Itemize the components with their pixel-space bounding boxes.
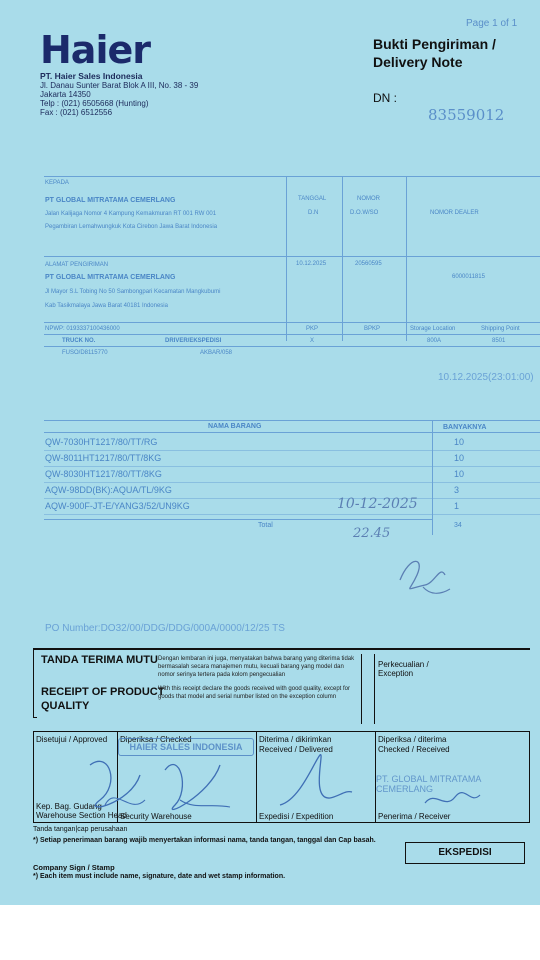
item-qty: 3 bbox=[454, 485, 460, 495]
driver-label: DRIVER/EKSPEDISI bbox=[165, 338, 222, 344]
company-stamp: HAIER SALES INDONESIA bbox=[118, 738, 254, 756]
receiver-signature bbox=[420, 785, 500, 815]
item-qty: 10 bbox=[454, 469, 465, 479]
print-timestamp: 10.12.2025(23:01:00) bbox=[438, 372, 534, 383]
shipping-value: 8501 bbox=[492, 338, 506, 344]
handwritten-time: 22.45 bbox=[353, 526, 391, 541]
footer-note-1: *) Setiap penerimaan barang wajib menyertakan informasi nama, tanda tangan, tanggal dan Cap basah. bbox=[33, 837, 376, 844]
pkp-value: X bbox=[310, 338, 315, 344]
receipt-heading-en-1: RECEIPT OF PRODUCT bbox=[41, 686, 165, 698]
approved-sub-1: Kep. Bag. Gudang bbox=[36, 802, 102, 811]
approved-sub-2: Warehouse Section Head bbox=[36, 811, 127, 820]
nomor-sub: D.O.W/SO bbox=[350, 210, 379, 216]
storage-value: 800A bbox=[427, 338, 442, 344]
item-name: AQW-900F-JT-E/YANG3/52/UN9KG bbox=[45, 501, 190, 511]
checked-received-label: Diperiksa / diterima bbox=[378, 735, 447, 744]
total-qty: 34 bbox=[454, 522, 462, 529]
item-row-divider bbox=[44, 466, 540, 467]
item-name: QW-8030HT1217/80/TT/8KG bbox=[45, 469, 162, 479]
company-name: PT. Haier Sales Indonesia bbox=[40, 71, 143, 81]
item-row-divider bbox=[44, 450, 540, 451]
checked-sub: Security Warehouse bbox=[120, 812, 192, 821]
expedition-signature bbox=[270, 750, 360, 815]
storage-label: Storage Location bbox=[410, 326, 456, 332]
nomor-label: NOMOR bbox=[357, 196, 380, 202]
receiver-stamp: PT. GLOBAL MITRATAMA CEMERLANG bbox=[376, 774, 481, 794]
recipient-name: PT GLOBAL MITRATAMA CEMERLANG bbox=[45, 197, 176, 204]
approved-label: Disetujui / Approved bbox=[36, 735, 108, 744]
checked-received-label-2: Checked / Received bbox=[378, 745, 450, 754]
item-qty: 10 bbox=[454, 453, 465, 463]
truck-value: FUSO/D8115770 bbox=[62, 350, 108, 356]
kepada-label: KEPADA bbox=[45, 180, 69, 186]
dealer-label: NOMOR DEALER bbox=[430, 210, 479, 216]
pkp-label: PKP bbox=[306, 326, 319, 332]
company-fax: Fax : (021) 6512556 bbox=[40, 108, 113, 117]
page-indicator: Page 1 of 1 bbox=[466, 18, 518, 29]
item-row-divider bbox=[44, 482, 540, 483]
receipt-heading-id: TANDA TERIMA MUTU bbox=[41, 654, 158, 666]
received-label-2: Received / Delivered bbox=[259, 745, 333, 754]
npwp: NPWP: 0193337100436000 bbox=[45, 326, 120, 332]
handwritten-date: 10-12-2025 bbox=[337, 496, 418, 512]
company-phone: Telp : (021) 6505668 (Hunting) bbox=[40, 99, 149, 108]
ship-name: PT GLOBAL MITRATAMA CEMERLANG bbox=[45, 274, 176, 281]
ship-address-2: Kab Tasikmalaya Jawa Barat 40181 Indonesia bbox=[45, 303, 168, 309]
items-qty-header: BANYAKNYA bbox=[443, 424, 487, 431]
do-value: 20560595 bbox=[355, 261, 382, 267]
checked-label: Diperiksa / Checked bbox=[120, 735, 192, 744]
item-qty: 10 bbox=[454, 437, 465, 447]
recipient-address-2: Pegambiran Lemahwungkuk Kota Cirebon Jawa Barat Indonesia bbox=[45, 224, 218, 230]
dn-number: 83559012 bbox=[428, 106, 505, 124]
exception-label: Perkecualian / Exception bbox=[378, 660, 429, 678]
receipt-heading-en-2: QUALITY bbox=[41, 700, 90, 712]
document-title bbox=[373, 35, 496, 71]
alamat-label: ALAMAT PENGIRIMAN bbox=[45, 262, 109, 268]
item-row-divider bbox=[44, 498, 540, 499]
haier-logo: Haier bbox=[40, 28, 150, 72]
shipping-label: Shipping Point bbox=[481, 326, 520, 332]
company-info bbox=[40, 72, 198, 117]
company-sign-label: Company Sign / Stamp bbox=[33, 863, 115, 872]
item-name: AQW-98DD(BK):AQUA/TL/9KG bbox=[45, 485, 172, 495]
tanggal-sub: D.N bbox=[308, 210, 319, 216]
title-en: Delivery Note bbox=[373, 54, 463, 70]
truck-label: TRUCK NO. bbox=[62, 338, 96, 344]
title-id: Bukti Pengiriman / bbox=[373, 36, 496, 52]
item-qty: 1 bbox=[454, 501, 460, 511]
stamp-note: Tanda tangan|cap perusahaan bbox=[33, 826, 128, 833]
expedition-label: Expedisi / Expedition bbox=[259, 812, 334, 821]
received-label: Diterima / dikirimkan bbox=[259, 735, 332, 744]
item-row-divider bbox=[44, 514, 540, 515]
ekspedisi-box: EKSPEDISI bbox=[405, 842, 525, 864]
ship-address-1: Jl Mayor S.L Tobing No 50 Sambongpari Kecamatan Mangkubumi bbox=[45, 289, 221, 295]
date-value: 10.12.2025 bbox=[296, 261, 327, 267]
recipient-address-1: Jalan Kalijaga Nomor 4 Kampung Kemakmuran RT 001 RW 001 bbox=[45, 211, 217, 217]
footer-note-2: *) Each item must include name, signature, date and wet stamp information. bbox=[33, 873, 286, 880]
item-name: QW-7030HT1217/80/TT/RG bbox=[45, 437, 158, 447]
handwritten-signature bbox=[395, 545, 455, 600]
dealer-value: 6000011815 bbox=[452, 274, 485, 280]
driver-value: AKBAR/058 bbox=[200, 350, 233, 356]
tanggal-label: TANGGAL bbox=[298, 196, 327, 202]
po-number: PO Number:DO32/00/DDG/DDG/000A/0000/12/25 TS bbox=[45, 623, 285, 634]
bpkp-label: BPKP bbox=[364, 326, 381, 332]
total-label: Total bbox=[258, 522, 273, 529]
receipt-text-en: With this receipt declare the goods received with good quality, except for goods that model and serial number listed on the exception column bbox=[158, 686, 350, 700]
receipt-text-id: Dengan lembaran ini juga, menyatakan bahwa barang yang diterima tidak bermasalah secara manajemen mutu, kecuali barang yang model dan nomor serinya tertera pada kolom pengecualian bbox=[158, 656, 355, 678]
company-address-1: Jl. Danau Sunter Barat Blok A III, No. 38 - 39 bbox=[40, 81, 199, 90]
approval-signatures bbox=[70, 745, 250, 820]
dn-label: DN : bbox=[373, 91, 397, 105]
item-name: QW-8011HT1217/80/TT/8KG bbox=[45, 453, 162, 463]
receiver-label: Penerima / Receiver bbox=[378, 812, 451, 821]
company-address-2: Jakarta 14350 bbox=[40, 90, 91, 99]
items-name-header: NAMA BARANG bbox=[208, 423, 262, 430]
